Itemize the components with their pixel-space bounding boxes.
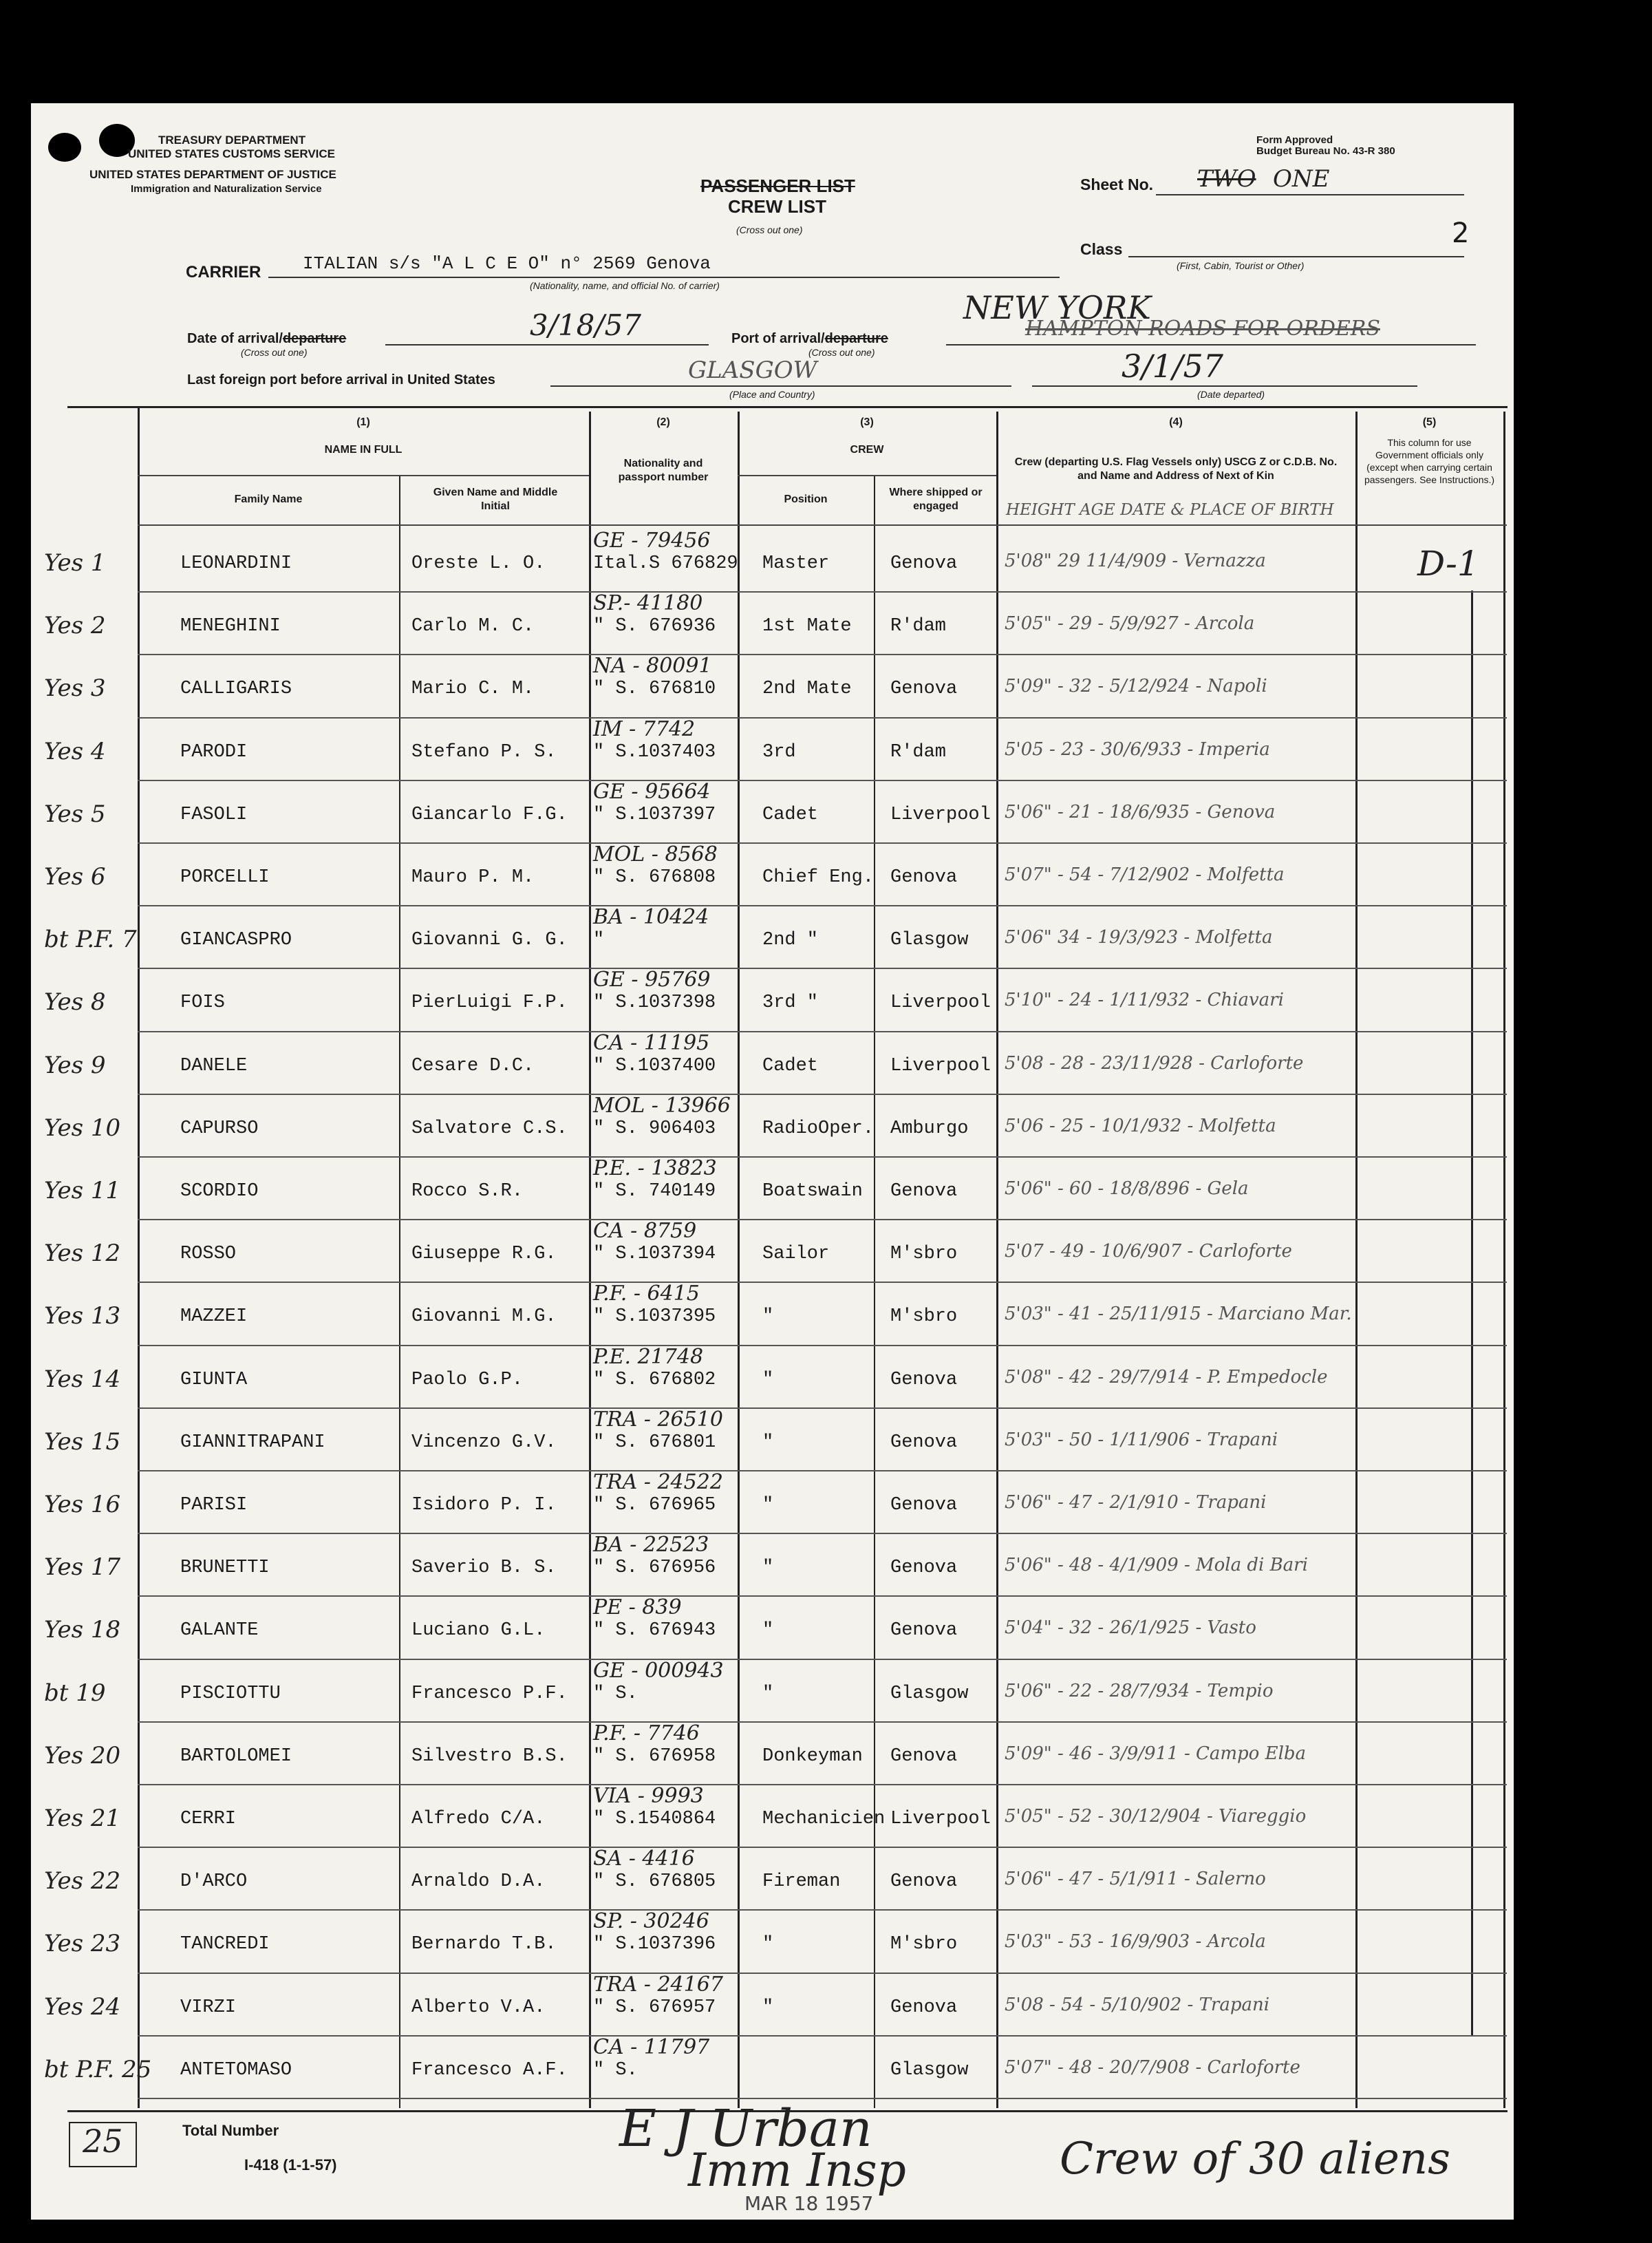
- crew-position: Master: [762, 553, 830, 574]
- next-of-kin: 5'08" - 42 - 29/7/914 - P. Empedocle: [1005, 1366, 1328, 1388]
- col-next-of-kin: Crew (departing U.S. Flag Vessels only) USCG Z or C.D.B. No. and Name and Address of Next of Kin: [1014, 456, 1338, 482]
- table-row-divider: [138, 2035, 1507, 2037]
- inspector-signature: E J Urban: [619, 2099, 872, 2158]
- where-shipped: Genova: [890, 1181, 958, 1202]
- given-name: Giuseppe R.G.: [411, 1244, 557, 1265]
- next-of-kin: 5'06" - 21 - 18/6/935 - Genova: [1005, 801, 1276, 822]
- family-name: GIANCASPRO: [180, 930, 292, 951]
- col2-number: (2): [656, 416, 670, 428]
- date-stamp: MAR 18 1957: [744, 2192, 874, 2215]
- next-of-kin: 5'05 - 23 - 30/6/933 - Imperia: [1005, 738, 1270, 760]
- next-of-kin: 5'03" - 41 - 25/11/915 - Marciano Mar.: [1005, 1304, 1352, 1325]
- passport-no: " S. 676956: [593, 1558, 716, 1579]
- next-of-kin: 5'06" - 60 - 18/8/896 - Gela: [1005, 1178, 1249, 1199]
- next-of-kin: 5'06" - 47 - 2/1/910 - Trapani: [1005, 1492, 1267, 1513]
- document-no: P.E. - 13823: [593, 1156, 717, 1180]
- row-mark: Yes 9: [44, 1051, 106, 1079]
- document-no: BA - 22523: [593, 1533, 709, 1558]
- document-no: TRA - 24167: [593, 1972, 723, 1997]
- table-row-divider: [138, 1470, 1507, 1471]
- crew-position: 2nd Mate: [762, 679, 852, 700]
- passport-no: " S. 676936: [593, 616, 716, 637]
- given-name: Giovanni M.G.: [411, 1306, 557, 1328]
- next-of-kin: 5'07" - 48 - 20/7/908 - Carloforte: [1005, 2056, 1300, 2078]
- passport-no: " S. 676805: [593, 1871, 716, 1893]
- col1-number: (1): [356, 416, 370, 428]
- table-row-divider: [138, 1533, 1507, 1534]
- col4-number: (4): [1169, 416, 1183, 428]
- family-name: SCORDIO: [180, 1181, 259, 1202]
- where-shipped: Genova: [890, 679, 958, 700]
- given-name: Alberto V.A.: [411, 1997, 546, 2018]
- port-label: Port of arrival/departure: [731, 331, 888, 346]
- passport-no: " S. 906403: [593, 1118, 716, 1139]
- crew-position: 1st Mate: [762, 616, 852, 637]
- where-shipped: M'sbro: [890, 1306, 958, 1328]
- family-name: LEONARDINI: [180, 553, 292, 574]
- row-mark: Yes 4: [44, 737, 106, 765]
- passport-no: " S. 676943: [593, 1620, 716, 1641]
- passport-no: Ital.S 676829: [593, 553, 738, 574]
- table-row-divider: [138, 968, 1507, 969]
- document-no: CA - 11797: [593, 2034, 710, 2059]
- next-of-kin: 5'09" - 32 - 5/12/924 - Napoli: [1005, 676, 1267, 697]
- document-no: GE - 95664: [593, 779, 711, 804]
- where-shipped: Liverpool: [890, 804, 991, 825]
- family-name: D'ARCO: [180, 1871, 248, 1893]
- col-government-use: This column for use Government officials only (except when carrying certain passengers. See Instructions.): [1364, 437, 1495, 485]
- where-shipped: Genova: [890, 1432, 958, 1453]
- document-no: CA - 8759: [593, 1219, 697, 1244]
- punch-hole: [48, 133, 81, 162]
- passport-no: " S.1037398: [593, 992, 716, 1014]
- row-mark: Yes 13: [44, 1302, 121, 1330]
- crew-position: Chief Eng.: [762, 867, 875, 888]
- carrier-value: ITALIAN s/s "A L C E O" n° 2569 Genova: [303, 253, 711, 274]
- family-name: PORCELLI: [180, 867, 270, 888]
- col-position: Position: [784, 493, 828, 505]
- family-name: PISCIOTTU: [180, 1683, 281, 1704]
- table-row-divider: [138, 1156, 1507, 1158]
- col-name-in-full: NAME IN FULL: [324, 444, 403, 456]
- form-number: I-418 (1-1-57): [244, 2156, 337, 2173]
- row-mark: bt 19: [44, 1679, 106, 1707]
- row-mark: Yes 16: [44, 1491, 121, 1518]
- next-of-kin: 5'08 - 54 - 5/10/902 - Trapani: [1005, 1994, 1270, 2015]
- document-no: TRA - 24522: [593, 1470, 723, 1494]
- document-no: MOL - 8568: [593, 842, 718, 867]
- date-departed-note: (Date departed): [1197, 389, 1265, 400]
- table-row-divider: [138, 1784, 1507, 1785]
- row-mark: Yes 11: [44, 1177, 121, 1204]
- where-shipped: Genova: [890, 1871, 958, 1893]
- crew-position: 3rd ": [762, 992, 819, 1014]
- passenger-list-title: PASSENGER LIST: [700, 176, 855, 196]
- agency-treasury: TREASURY DEPARTMENT: [158, 134, 306, 147]
- table-row-divider: [138, 1595, 1507, 1597]
- crew-position: Cadet: [762, 1055, 819, 1076]
- family-name: BRUNETTI: [180, 1558, 270, 1579]
- table-row-divider: [138, 1909, 1507, 1911]
- crew-position: ": [762, 1683, 774, 1704]
- sheet-value: ONE: [1273, 165, 1330, 193]
- next-of-kin: 5'05" - 29 - 5/9/927 - Arcola: [1005, 613, 1255, 635]
- passport-no: " S. 676808: [593, 867, 716, 888]
- next-of-kin: 5'06" - 22 - 28/7/934 - Tempio: [1005, 1680, 1274, 1701]
- where-shipped: Genova: [890, 1620, 958, 1641]
- row-mark: Yes 12: [44, 1240, 121, 1268]
- date-departed: 3/1/57: [1122, 348, 1224, 385]
- row-mark: Yes 21: [44, 1805, 121, 1832]
- col3-number: (3): [860, 416, 874, 428]
- passport-no: " S. 676801: [593, 1432, 716, 1453]
- given-name: Mario C. M.: [411, 679, 535, 700]
- table-row-divider: [138, 905, 1507, 906]
- table-row-divider: [138, 1847, 1507, 1848]
- agency-ins: Immigration and Naturalization Service: [131, 183, 322, 195]
- given-name: Oreste L. O.: [411, 553, 546, 574]
- col5-number: (5): [1422, 416, 1437, 428]
- next-of-kin: 5'06" - 48 - 4/1/909 - Mola di Bari: [1005, 1555, 1308, 1576]
- where-shipped: Genova: [890, 1745, 958, 1767]
- class-label: Class: [1080, 240, 1123, 258]
- crew-position: 2nd ": [762, 930, 819, 951]
- where-shipped: Liverpool: [890, 1055, 991, 1076]
- next-of-kin: 5'08 - 28 - 23/11/928 - Carloforte: [1005, 1052, 1304, 1074]
- crew-position: ": [762, 1306, 774, 1328]
- family-name: PARISI: [180, 1495, 248, 1516]
- table-row-divider: [138, 1407, 1507, 1409]
- next-of-kin: 5'03" - 53 - 16/9/903 - Arcola: [1005, 1931, 1266, 1953]
- total-number-value: 25: [83, 2123, 123, 2160]
- given-name: Vincenzo G.V.: [411, 1432, 557, 1453]
- row-mark: Yes 17: [44, 1553, 121, 1582]
- given-name: Luciano G.L.: [411, 1620, 546, 1641]
- passport-no: " S.1540864: [593, 1809, 716, 1829]
- given-name: Arnaldo D.A.: [411, 1871, 546, 1893]
- document-no: VIA - 9993: [593, 1784, 704, 1808]
- given-name: Francesco P.F.: [411, 1683, 568, 1704]
- budget-bureau: Budget Bureau No. 43-R 380: [1256, 145, 1395, 157]
- table-row-divider: [138, 717, 1507, 719]
- row-mark: bt P.F. 7: [44, 926, 137, 954]
- passport-no: " S.1037400: [593, 1055, 716, 1076]
- row-mark: Yes 1: [44, 549, 106, 577]
- passport-no: " S. 740149: [593, 1181, 716, 1202]
- given-name: Saverio B. S.: [411, 1558, 557, 1579]
- where-shipped: M'sbro: [890, 1934, 958, 1955]
- given-name: Carlo M. C.: [411, 616, 535, 637]
- given-name: Cesare D.C.: [411, 1055, 535, 1076]
- document-no: GE - 000943: [593, 1658, 724, 1683]
- family-name: FOIS: [180, 992, 225, 1014]
- port-of-arrival: NEW YORK: [963, 289, 1151, 326]
- document-no: IM - 7742: [593, 716, 696, 741]
- where-shipped: Genova: [890, 1369, 958, 1390]
- crew-position: Fireman: [762, 1871, 841, 1893]
- given-name: Paolo G.P.: [411, 1369, 524, 1390]
- crew-position: ": [762, 1620, 774, 1641]
- row-mark: Yes 20: [44, 1741, 121, 1769]
- place-country-note: (Place and Country): [729, 389, 815, 400]
- row-mark: Yes 5: [44, 800, 106, 828]
- crew-position: Sailor: [762, 1244, 830, 1265]
- crew-position: Donkeyman: [762, 1745, 863, 1767]
- row-mark: Yes 14: [44, 1365, 121, 1393]
- passport-no: " S.1037396: [593, 1934, 716, 1955]
- where-shipped: Genova: [890, 1558, 958, 1579]
- col-family-name: Family Name: [234, 493, 303, 505]
- crew-position: 3rd: [762, 741, 796, 763]
- document-no: SP.- 41180: [593, 591, 703, 616]
- family-name: CERRI: [180, 1809, 237, 1829]
- family-name: MENEGHINI: [180, 616, 281, 637]
- family-name: GIANNITRAPANI: [180, 1432, 325, 1453]
- passport-no: " S. 676810: [593, 679, 716, 700]
- family-name: CAPURSO: [180, 1118, 259, 1139]
- table-row-divider: [138, 591, 1507, 593]
- passport-no: " S.: [593, 1683, 638, 1704]
- where-shipped: Glasgow: [890, 1683, 969, 1704]
- cross-out-note: (Cross out one): [736, 224, 803, 235]
- passport-no: " S.1037394: [593, 1244, 716, 1265]
- row-mark: Yes 6: [44, 863, 106, 891]
- agency-customs: UNITED STATES CUSTOMS SERVICE: [128, 147, 336, 160]
- passport-no: " S.1037403: [593, 741, 716, 763]
- next-of-kin: 5'07 - 49 - 10/6/907 - Carloforte: [1005, 1241, 1292, 1262]
- given-name: PierLuigi F.P.: [411, 992, 568, 1014]
- where-shipped: Genova: [890, 1495, 958, 1516]
- next-of-kin: 5'10" - 24 - 1/11/932 - Chiavari: [1005, 990, 1284, 1011]
- passport-no: " S.1037397: [593, 804, 716, 825]
- where-shipped: Glasgow: [890, 930, 969, 951]
- col-where-shipped: Where shipped or engaged: [889, 487, 983, 512]
- sheet-struck: TWO: [1197, 165, 1256, 193]
- crew-position: RadioOper.: [762, 1118, 875, 1139]
- where-shipped: Liverpool: [890, 992, 991, 1014]
- col-crew: CREW: [850, 444, 884, 456]
- crew-position: ": [762, 1495, 774, 1516]
- where-shipped: Glasgow: [890, 2059, 969, 2081]
- table-row-divider: [138, 1094, 1507, 1095]
- date-label: Date of arrival/departure: [187, 331, 347, 346]
- table-row-divider: [138, 1282, 1507, 1283]
- row-mark: Yes 2: [44, 612, 106, 640]
- table-row-divider: [138, 1973, 1507, 1974]
- port-struck: HAMPTON ROADS FOR ORDERS: [1025, 317, 1380, 341]
- where-shipped: Liverpool: [890, 1809, 991, 1829]
- row-mark: Yes 23: [44, 1930, 121, 1958]
- passport-no: " S.1037395: [593, 1306, 716, 1328]
- family-name: ANTETOMASO: [180, 2059, 292, 2081]
- carrier-note: (Nationality, name, and official No. of carrier): [530, 280, 720, 291]
- last-port-value: GLASGOW: [688, 357, 817, 384]
- crew-position: ": [762, 1369, 774, 1390]
- col-nationality-passport: Nationality and passport number: [618, 458, 709, 483]
- given-name: Isidoro P. I.: [411, 1495, 557, 1516]
- where-shipped: Genova: [890, 867, 958, 888]
- date-cross-out: (Cross out one): [241, 347, 308, 358]
- next-of-kin: 5'04" - 32 - 26/1/925 - Vasto: [1005, 1617, 1256, 1639]
- port-cross-out: (Cross out one): [808, 347, 875, 358]
- row-mark: Yes 10: [44, 1114, 121, 1142]
- next-of-kin: 5'05" - 52 - 30/12/904 - Viareggio: [1005, 1806, 1307, 1827]
- given-name: Giancarlo F.G.: [411, 804, 568, 825]
- document-no: P.E. 21748: [593, 1344, 704, 1369]
- where-shipped: R'dam: [890, 741, 947, 763]
- next-of-kin: 5'03" - 50 - 1/11/906 - Trapani: [1005, 1429, 1278, 1450]
- class-note: (First, Cabin, Tourist or Other): [1177, 260, 1305, 271]
- last-port-label: Last foreign port before arrival in United States: [187, 372, 495, 387]
- next-of-kin: 5'06" 34 - 19/3/923 - Molfetta: [1005, 927, 1273, 948]
- col4-handwritten: HEIGHT AGE DATE & PLACE OF BIRTH: [1006, 501, 1334, 519]
- where-shipped: M'sbro: [890, 1244, 958, 1265]
- row-mark: Yes 8: [44, 988, 106, 1017]
- passport-no: " S. 676802: [593, 1369, 716, 1390]
- crew-list-title: CREW LIST: [728, 196, 826, 217]
- table-row-divider: [138, 654, 1507, 655]
- family-name: DANELE: [180, 1055, 248, 1076]
- carrier-label: CARRIER: [186, 263, 261, 281]
- family-name: PARODI: [180, 741, 248, 763]
- family-name: ROSSO: [180, 1244, 237, 1265]
- family-name: BARTOLOMEI: [180, 1745, 292, 1767]
- crew-count-note: Crew of 30 aliens: [1060, 2134, 1450, 2184]
- crew-position: ": [762, 1432, 774, 1453]
- passport-no: " S. 676958: [593, 1745, 716, 1767]
- document-no: TRA - 26510: [593, 1407, 723, 1432]
- row-mark: Yes 3: [44, 674, 106, 703]
- family-name: MAZZEI: [180, 1306, 248, 1328]
- document-no: MOL - 13966: [593, 1093, 731, 1118]
- document-no: NA - 80091: [593, 654, 712, 679]
- passport-no: " S. 676957: [593, 1997, 716, 2018]
- where-shipped: Genova: [890, 553, 958, 574]
- row-mark: bt P.F. 25: [44, 2055, 152, 2083]
- family-name: TANCREDI: [180, 1934, 270, 1955]
- row-mark: Yes 18: [44, 1616, 121, 1644]
- document-no: P.F. - 7746: [593, 1721, 700, 1745]
- arrival-date: 3/18/57: [530, 308, 641, 342]
- table-row-divider: [138, 842, 1507, 844]
- row-mark: Yes 24: [44, 1992, 121, 2021]
- table-row-divider: [138, 1031, 1507, 1032]
- crew-position: ": [762, 1558, 774, 1579]
- table-row-divider: [138, 1219, 1507, 1220]
- next-of-kin: 5'07" - 54 - 7/12/902 - Molfetta: [1005, 864, 1285, 885]
- where-shipped: Genova: [890, 1997, 958, 2018]
- next-of-kin: 5'09" - 46 - 3/9/911 - Campo Elba: [1005, 1743, 1307, 1764]
- document-no: GE - 95769: [593, 968, 711, 992]
- passport-no: ": [593, 930, 605, 951]
- document-no: CA - 11195: [593, 1030, 710, 1055]
- where-shipped: Amburgo: [890, 1118, 969, 1139]
- given-name: Rocco S.R.: [411, 1181, 524, 1202]
- family-name: VIRZI: [180, 1997, 237, 2018]
- document-no: SP. - 30246: [593, 1909, 709, 1934]
- col5-handwritten: D-1: [1417, 544, 1479, 584]
- document-no: P.F. - 6415: [593, 1282, 700, 1306]
- row-mark: Yes 15: [44, 1427, 121, 1456]
- document-no: BA - 10424: [593, 905, 709, 930]
- inspector-title: Imm Insp: [688, 2144, 906, 2197]
- next-of-kin: 5'08" 29 11/4/909 - Vernazza: [1005, 551, 1266, 571]
- family-name: GIUNTA: [180, 1369, 248, 1390]
- crew-position: Boatswain: [762, 1181, 863, 1202]
- crew-position: Cadet: [762, 804, 819, 825]
- sheet-label: Sheet No.: [1080, 176, 1154, 193]
- given-name: Alfredo C/A.: [411, 1809, 546, 1829]
- family-name: GALANTE: [180, 1620, 259, 1641]
- given-name: Giovanni G. G.: [411, 930, 568, 951]
- document-no: GE - 79456: [593, 529, 711, 553]
- crew-position: ": [762, 1997, 774, 2018]
- table-row-divider: [138, 780, 1507, 781]
- given-name: Bernardo T.B.: [411, 1934, 557, 1955]
- document-no: PE - 839: [593, 1595, 682, 1620]
- row-mark: Yes 22: [44, 1867, 121, 1895]
- passport-no: " S.: [593, 2059, 638, 2081]
- given-name: Salvatore C.S.: [411, 1118, 568, 1139]
- form-approved: Form Approved: [1256, 134, 1333, 146]
- next-of-kin: 5'06 - 25 - 10/1/932 - Molfetta: [1005, 1115, 1276, 1136]
- passport-no: " S. 676965: [593, 1495, 716, 1516]
- family-name: FASOLI: [180, 804, 248, 825]
- where-shipped: R'dam: [890, 616, 947, 637]
- document-no: SA - 4416: [593, 1847, 695, 1871]
- family-name: CALLIGARIS: [180, 679, 292, 700]
- table-row-divider: [138, 1721, 1507, 1723]
- agency-justice: UNITED STATES DEPARTMENT OF JUSTICE: [89, 168, 336, 181]
- col-given-name: Given Name and Middle Initial: [433, 487, 558, 512]
- crew-position: ": [762, 1934, 774, 1955]
- total-number-label: Total Number: [182, 2122, 279, 2139]
- given-name: Mauro P. M.: [411, 867, 535, 888]
- page-number: 2: [1452, 217, 1470, 249]
- given-name: Stefano P. S.: [411, 741, 557, 763]
- given-name: Silvestro B.S.: [411, 1745, 568, 1767]
- table-row-divider: [138, 1659, 1507, 1660]
- given-name: Francesco A.F.: [411, 2059, 568, 2081]
- crew-position: Mechanicien: [762, 1809, 886, 1829]
- table-row-divider: [138, 1345, 1507, 1346]
- next-of-kin: 5'06" - 47 - 5/1/911 - Salerno: [1005, 1869, 1266, 1890]
